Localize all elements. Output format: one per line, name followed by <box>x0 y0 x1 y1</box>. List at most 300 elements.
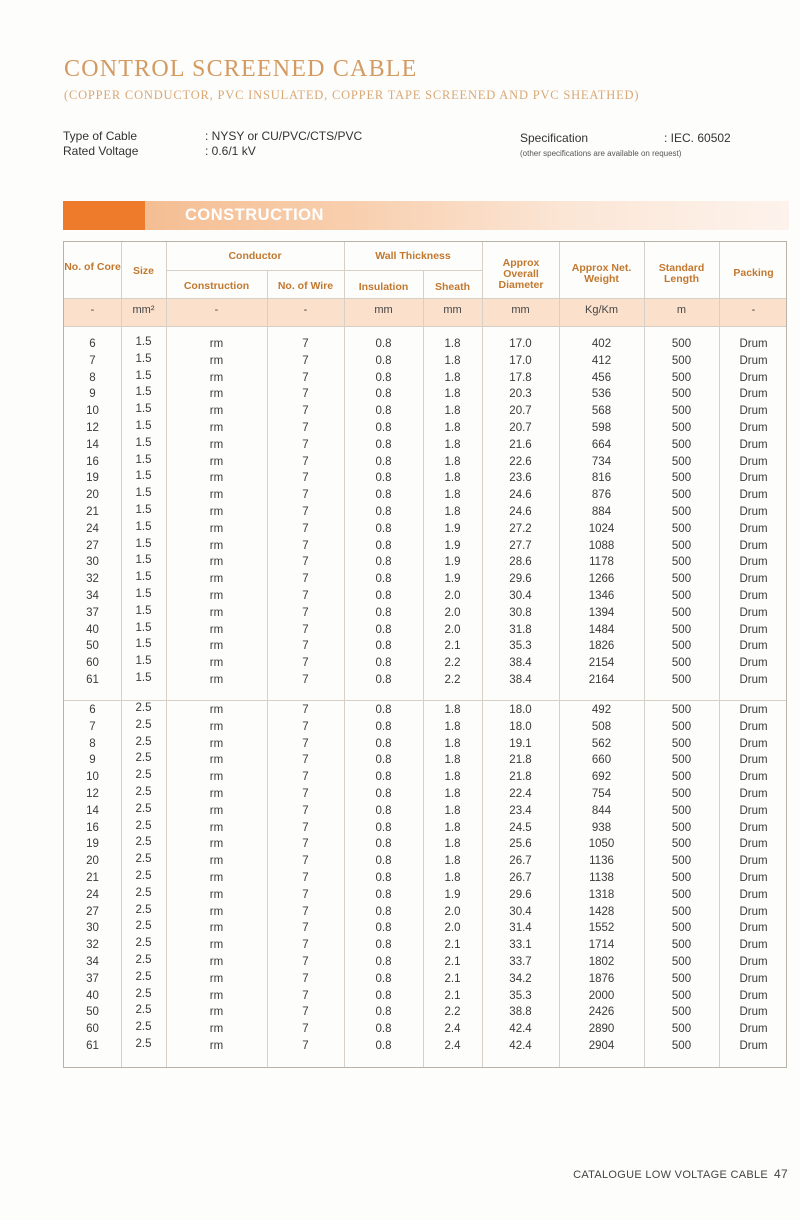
table-cell: 754 <box>591 788 612 800</box>
table-cell: rm <box>209 455 224 468</box>
table-cell: 21.8 <box>509 771 532 784</box>
table-cell: 8 <box>89 737 96 750</box>
table-cell: Drum <box>739 939 768 952</box>
table-cell: Drum <box>739 657 768 670</box>
table-cell: 2.5 <box>135 954 152 966</box>
table-cell: 22.4 <box>509 788 532 800</box>
table-cell: 38.4 <box>509 657 532 670</box>
table-cell: rm <box>209 737 224 750</box>
table-cell: Drum <box>739 1040 768 1052</box>
table-cell: 7 <box>302 371 309 384</box>
table-cell: 1714 <box>588 939 615 952</box>
table-cell: rm <box>209 657 224 670</box>
table-row <box>64 987 786 1007</box>
table-cell: Drum <box>739 720 768 733</box>
unit-cell: Kg/Km <box>584 304 618 316</box>
table-cell: 876 <box>591 489 612 502</box>
table-cell: 2.5 <box>135 769 152 782</box>
table-cell: 0.8 <box>375 1006 392 1019</box>
table-cell: 30 <box>86 922 99 935</box>
table-cell: 2426 <box>588 1006 615 1019</box>
table-cell: 2.2 <box>444 674 461 686</box>
table-cell: 0.8 <box>375 855 392 868</box>
table-cell: 0.8 <box>375 556 392 569</box>
table-cell: 1.5 <box>135 403 152 416</box>
table-cell: 0.8 <box>375 972 392 985</box>
table-cell: 1.8 <box>444 855 461 868</box>
table-cell: 2.1 <box>444 956 461 968</box>
table-cell: 2154 <box>588 657 615 670</box>
table-cell: 0.8 <box>375 438 392 451</box>
table-cell: 0.8 <box>375 956 392 968</box>
table-cell: 2.0 <box>444 922 461 935</box>
table-cell: 1088 <box>588 539 615 552</box>
table-row <box>64 718 786 738</box>
table-cell: 1136 <box>589 855 614 868</box>
table-cell: rm <box>209 956 224 968</box>
header-no-of-core: No. of Core <box>64 261 121 273</box>
table-row <box>64 537 786 557</box>
table-cell: 7 <box>302 539 309 552</box>
table-cell: 2.5 <box>135 836 152 849</box>
table-cell: 500 <box>671 720 692 733</box>
table-cell: 1802 <box>588 956 615 968</box>
header-no-of-wire: No. of Wire <box>277 280 334 292</box>
table-cell: 1.8 <box>444 405 461 418</box>
table-cell: Drum <box>739 737 768 750</box>
table-cell: 0.8 <box>375 539 392 552</box>
table-cell: 1266 <box>588 573 615 586</box>
table-cell: 7 <box>302 590 309 602</box>
table-cell: 2.5 <box>135 752 152 765</box>
table-cell: rm <box>209 1006 224 1019</box>
table-cell: 7 <box>302 472 309 485</box>
table-cell: Drum <box>739 972 768 985</box>
table-cell: 1.9 <box>444 556 461 569</box>
table-row <box>64 657 786 674</box>
table-cell: 0.8 <box>375 472 392 485</box>
table-row <box>64 886 786 906</box>
table-cell: 0.8 <box>375 455 392 468</box>
table-cell: 29.6 <box>509 888 532 901</box>
table-row <box>64 674 786 691</box>
table-cell: 500 <box>671 623 692 636</box>
table-cell: 1.5 <box>135 436 152 449</box>
header-insulation: Insulation <box>358 281 409 293</box>
table-cell: rm <box>209 989 224 1002</box>
table-row <box>64 489 786 506</box>
table-row <box>64 735 786 755</box>
table-cell: 500 <box>671 821 692 834</box>
table-cell: Drum <box>739 354 768 367</box>
table-cell: 1346 <box>588 590 615 602</box>
table-cell: 500 <box>671 590 692 602</box>
table-cell: 2.5 <box>135 870 152 882</box>
table-cell: 2.0 <box>444 590 461 602</box>
table-cell: 7 <box>302 972 309 985</box>
footer-page-number: 47 <box>774 1167 788 1181</box>
table-cell: 0.8 <box>375 674 392 686</box>
page-footer <box>573 1167 788 1181</box>
table-cell: 1.8 <box>444 472 461 485</box>
table-cell: 1318 <box>588 888 615 901</box>
table-cell: 7 <box>302 422 309 434</box>
table-cell: 20 <box>86 489 99 502</box>
unit-cell: mm <box>443 304 462 316</box>
table-cell: 18.0 <box>509 720 532 733</box>
table-cell: 500 <box>671 1023 692 1036</box>
table-cell: 1.8 <box>444 506 461 518</box>
table-cell: 1.5 <box>135 571 152 584</box>
table-cell: 816 <box>591 472 612 485</box>
table-cell: 31.8 <box>509 623 532 636</box>
table-cell: rm <box>209 922 224 935</box>
table-row <box>64 939 786 956</box>
table-row <box>64 1040 786 1057</box>
table-cell: 1178 <box>589 556 614 569</box>
table-row <box>64 590 786 607</box>
rated-voltage-value: : 0.6/1 kV <box>205 144 256 158</box>
table-cell: 7 <box>302 522 309 535</box>
table-cell: 2.5 <box>135 819 152 832</box>
table-cell: 7 <box>302 455 309 468</box>
type-of-cable-label: Type of Cable <box>63 129 138 143</box>
table-cell: 35.3 <box>509 989 532 1002</box>
table-cell: Drum <box>739 821 768 834</box>
table-cell: 2.0 <box>444 623 461 636</box>
table-cell: rm <box>209 872 224 884</box>
table-cell: 1.5 <box>135 520 152 533</box>
table-cell: 1.8 <box>444 455 461 468</box>
table-cell: 412 <box>591 354 612 367</box>
table-cell: rm <box>209 338 224 350</box>
unit-cell: mm <box>511 304 530 316</box>
table-cell: 500 <box>671 573 692 586</box>
page-title: CONTROL SCREENED CABLE <box>64 56 418 82</box>
table-cell: 500 <box>671 472 692 485</box>
table-cell: 10 <box>86 771 99 784</box>
table-cell: Drum <box>739 623 768 636</box>
table-cell: 660 <box>591 754 612 767</box>
table-cell: 0.8 <box>375 590 392 602</box>
table-cell: rm <box>209 556 224 569</box>
table-cell: 0.8 <box>375 737 392 750</box>
table-cell: 2.5 <box>135 1004 152 1017</box>
table-cell: 1826 <box>588 640 615 653</box>
table-cell: 1.8 <box>444 737 461 750</box>
table-cell: 24.6 <box>509 489 532 502</box>
table-cell: 500 <box>671 788 692 800</box>
table-cell: 7 <box>302 657 309 670</box>
table-cell: 7 <box>302 804 309 817</box>
table-cell: Drum <box>739 388 768 401</box>
table-cell: 0.8 <box>375 1040 392 1052</box>
table-cell: 2.5 <box>135 853 152 866</box>
table-cell: 38.4 <box>509 674 532 686</box>
table-cell: rm <box>209 506 224 518</box>
table-cell: 7 <box>302 939 309 952</box>
table-cell: 500 <box>671 754 692 767</box>
table-cell: 12 <box>86 422 99 434</box>
table-cell: 2000 <box>588 989 615 1002</box>
table-cell: 37 <box>86 972 99 985</box>
header-wall-thickness: Wall Thickness <box>375 250 451 262</box>
table-cell: 1.8 <box>444 438 461 451</box>
table-cell: 35.3 <box>509 640 532 653</box>
table-cell: 1.5 <box>135 504 152 516</box>
table-cell: 500 <box>671 455 692 468</box>
table-cell: 7 <box>302 855 309 868</box>
table-row <box>64 520 786 540</box>
table-cell: 7 <box>302 905 309 918</box>
table-cell: 20.7 <box>509 405 532 418</box>
table-cell: 2.5 <box>135 702 152 714</box>
table-cell: 42.4 <box>509 1040 532 1052</box>
table-cell: 20.7 <box>509 422 532 434</box>
table-cell: 500 <box>671 539 692 552</box>
table-cell: 1.5 <box>135 453 152 466</box>
table-cell: Drum <box>739 956 768 968</box>
table-cell: 22.6 <box>509 455 532 468</box>
table-cell: 2.4 <box>444 1023 461 1036</box>
table-cell: 884 <box>591 506 612 518</box>
table-cell: 1.8 <box>444 489 461 502</box>
table-cell: 500 <box>671 956 692 968</box>
table-cell: 0.8 <box>375 422 392 434</box>
table-cell: 14 <box>86 438 99 451</box>
table-cell: 2.1 <box>444 640 461 653</box>
table-cell: 0.8 <box>375 522 392 535</box>
table-cell: 1.5 <box>135 369 152 382</box>
table-cell: rm <box>209 354 224 367</box>
table-cell: 21.8 <box>509 754 532 767</box>
table-cell: Drum <box>739 905 768 918</box>
table-cell: 23.6 <box>509 472 532 485</box>
table-cell: Drum <box>739 438 768 451</box>
table-cell: 7 <box>302 556 309 569</box>
table-cell: 7 <box>302 338 309 350</box>
table-cell: 2.5 <box>135 786 152 798</box>
table-cell: 10 <box>86 405 99 418</box>
table-cell: 500 <box>671 905 692 918</box>
table-cell: 500 <box>671 855 692 868</box>
table-cell: 500 <box>671 489 692 502</box>
table-cell: 1.8 <box>444 354 461 367</box>
table-cell: 2.5 <box>135 937 152 950</box>
header-weight: Approx Net. Weight <box>571 262 632 285</box>
table-cell: Drum <box>739 838 768 851</box>
table-cell: 7 <box>302 388 309 401</box>
table-cell: Drum <box>739 405 768 418</box>
table-cell: 7 <box>302 1006 309 1019</box>
table-cell: 1.8 <box>444 771 461 784</box>
table-cell: 33.7 <box>509 956 532 968</box>
unit-cell: m <box>676 304 687 316</box>
table-cell: Drum <box>739 556 768 569</box>
table-cell: 500 <box>671 737 692 750</box>
table-row <box>64 819 786 839</box>
table-row <box>64 621 786 641</box>
table-cell: 7 <box>302 888 309 901</box>
table-cell: 1.8 <box>444 422 461 434</box>
table-cell: 1.5 <box>135 621 152 634</box>
table-cell: 18.0 <box>509 704 532 716</box>
table-row <box>64 704 786 721</box>
table-cell: rm <box>209 539 224 552</box>
table-cell: 0.8 <box>375 623 392 636</box>
table-cell: 500 <box>671 838 692 851</box>
table-cell: 536 <box>591 388 612 401</box>
table-cell: 456 <box>591 371 612 384</box>
table-cell: 568 <box>591 405 612 418</box>
table-cell: 0.8 <box>375 1023 392 1036</box>
table-cell: 30.4 <box>509 590 532 602</box>
table-cell: 500 <box>671 872 692 884</box>
table-cell: 7 <box>302 754 309 767</box>
table-cell: 844 <box>591 804 612 817</box>
table-row <box>64 405 786 422</box>
table-cell: 2.0 <box>444 905 461 918</box>
table-cell: Drum <box>739 788 768 800</box>
table-cell: 500 <box>671 556 692 569</box>
table-cell: rm <box>209 606 224 619</box>
table-cell: rm <box>209 438 224 451</box>
table-cell: 50 <box>86 1006 99 1019</box>
table-cell: Drum <box>739 371 768 384</box>
table-cell: 500 <box>671 354 692 367</box>
table-cell: 1.8 <box>444 754 461 767</box>
table-cell: 500 <box>671 804 692 817</box>
table-row <box>64 872 786 889</box>
table-cell: 500 <box>671 522 692 535</box>
table-row <box>64 970 786 990</box>
table-row <box>64 754 786 771</box>
table-cell: 734 <box>591 455 612 468</box>
table-cell: 7 <box>302 354 309 367</box>
table-cell: 1.8 <box>444 371 461 384</box>
table-cell: rm <box>209 720 224 733</box>
table-cell: rm <box>209 472 224 485</box>
table-row <box>64 1006 786 1023</box>
table-cell: rm <box>209 640 224 653</box>
table-cell: 938 <box>591 821 612 834</box>
table-cell: rm <box>209 422 224 434</box>
table-cell: 1.8 <box>444 872 461 884</box>
table-row <box>64 903 786 923</box>
header-size: Size <box>132 265 154 277</box>
table-cell: rm <box>209 522 224 535</box>
table-cell: 23.4 <box>509 804 532 817</box>
table-cell: 1552 <box>588 922 615 935</box>
specification-value: : IEC. 60502 <box>664 131 731 145</box>
table-cell: 500 <box>671 1006 692 1019</box>
unit-cell: mm <box>374 304 393 316</box>
table-cell: 492 <box>591 704 612 716</box>
table-cell: 508 <box>591 720 612 733</box>
table-cell: 1.5 <box>135 336 152 348</box>
table-cell: Drum <box>739 640 768 653</box>
table-cell: 2.5 <box>135 802 152 815</box>
table-cell: 0.8 <box>375 838 392 851</box>
table-cell: 1.9 <box>444 522 461 535</box>
table-cell: Drum <box>739 573 768 586</box>
table-cell: 2.5 <box>135 886 152 899</box>
table-cell: 1.8 <box>444 821 461 834</box>
table-cell: 500 <box>671 338 692 350</box>
table-cell: 2.5 <box>135 903 152 916</box>
table-cell: 0.8 <box>375 388 392 401</box>
table-cell: 2.1 <box>444 939 461 952</box>
table-cell: 1024 <box>588 522 615 535</box>
table-cell: 0.8 <box>375 704 392 716</box>
table-cell: 16 <box>86 821 99 834</box>
page-subtitle: (COPPER CONDUCTOR, PVC INSULATED, COPPER TAPE SCREENED AND PVC SHEATHED) <box>64 88 640 102</box>
table-cell: 30 <box>86 556 99 569</box>
header-construction: Construction <box>183 280 250 292</box>
table-cell: rm <box>209 771 224 784</box>
header-conductor: Conductor <box>228 250 282 262</box>
table-row <box>64 640 786 657</box>
table-cell: 2.5 <box>135 1021 152 1034</box>
rated-voltage-label: Rated Voltage <box>63 144 139 158</box>
table-cell: 24.5 <box>509 821 532 834</box>
construction-table <box>63 241 787 1068</box>
table-cell: 1.5 <box>135 420 152 432</box>
table-cell: 7 <box>302 821 309 834</box>
table-row <box>64 1023 786 1040</box>
table-cell: 0.8 <box>375 657 392 670</box>
table-row <box>64 604 786 624</box>
table-cell: 0.8 <box>375 405 392 418</box>
table-cell: 40 <box>86 989 99 1002</box>
table-cell: 1.5 <box>135 604 152 617</box>
table-cell: 7 <box>302 1023 309 1036</box>
table-cell: 0.8 <box>375 640 392 653</box>
table-cell: 500 <box>671 989 692 1002</box>
table-cell: 29.6 <box>509 573 532 586</box>
table-cell: 1.5 <box>135 672 152 684</box>
table-cell: Drum <box>739 506 768 518</box>
table-cell: 2.2 <box>444 657 461 670</box>
table-cell: 61 <box>86 674 99 686</box>
table-cell: 2.0 <box>444 606 461 619</box>
table-cell: 24 <box>86 522 99 535</box>
table-cell: rm <box>209 388 224 401</box>
header-packing: Packing <box>733 267 774 279</box>
table-cell: 1.5 <box>135 386 152 399</box>
table-cell: Drum <box>739 472 768 485</box>
table-cell: Drum <box>739 539 768 552</box>
unit-cell: - <box>751 304 756 316</box>
table-cell: 17.0 <box>509 338 532 350</box>
table-cell: 34 <box>86 590 99 602</box>
table-cell: 2.4 <box>444 1040 461 1052</box>
table-cell: 1.8 <box>444 388 461 401</box>
table-cell: 7 <box>302 771 309 784</box>
table-cell: 2.5 <box>135 987 152 1000</box>
table-cell: Drum <box>739 1023 768 1036</box>
unit-cell: mm² <box>132 304 155 316</box>
table-cell: 6 <box>89 338 96 350</box>
table-cell: 500 <box>671 422 692 434</box>
table-cell: Drum <box>739 674 768 686</box>
table-row <box>64 352 786 372</box>
table-cell: 7 <box>302 623 309 636</box>
table-row <box>64 838 786 855</box>
table-cell: 60 <box>86 657 99 670</box>
table-cell: 0.8 <box>375 754 392 767</box>
table-cell: Drum <box>739 606 768 619</box>
